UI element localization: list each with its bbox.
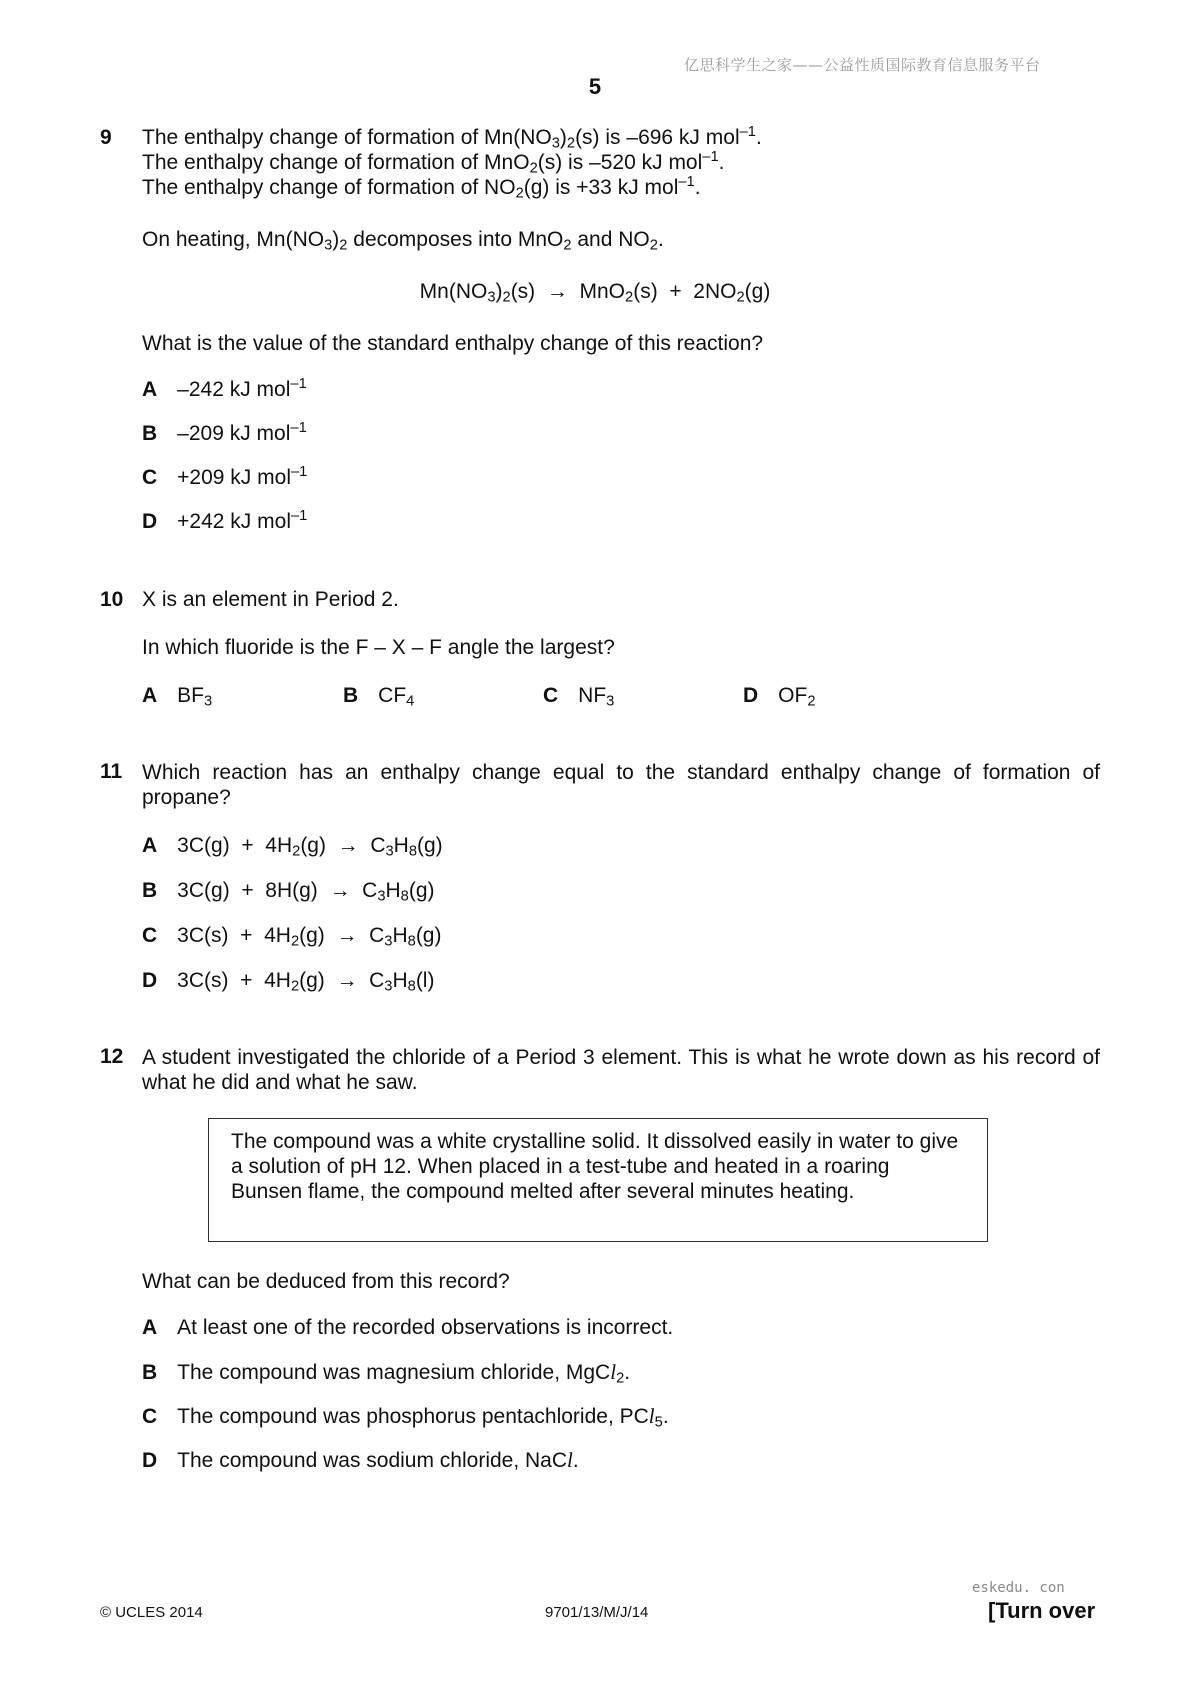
option-letter: C bbox=[543, 684, 559, 707]
q10-option-a[interactable]: A $BF_3$ bbox=[142, 684, 213, 710]
q9-option-c[interactable]: C +209 kJ mol$^{-1}$ bbox=[142, 463, 308, 489]
footer-copyright: © UCLES 2014 bbox=[100, 1604, 203, 1621]
question-number: 10 bbox=[100, 588, 124, 611]
option-letter: C bbox=[142, 466, 158, 489]
q9-heating-statement: On heating, $Mn(NO_3)_2$ decomposes into MnO$_2$ and $NO_2$. bbox=[142, 228, 664, 254]
option-letter: A bbox=[142, 378, 158, 401]
q9-option-a[interactable]: A –242 kJ mol$^{-1}$ bbox=[142, 375, 307, 401]
q12-question: What can be deduced from this record? bbox=[142, 1270, 510, 1293]
q9-statement-3: The enthalpy change of formation of $NO_2(g)$ is +33 kJ mol$^{-1}$. bbox=[142, 173, 701, 202]
q12-option-a[interactable]: A At least one of the recorded observations is incorrect. bbox=[142, 1316, 674, 1339]
q9-equation: $Mn(NO_3)_2(s) \to MnO_2(s) + 2NO_2(g)$ bbox=[419, 280, 771, 306]
watermark-text: 亿思科学生之家——公益性质国际教育信息服务平台 bbox=[684, 56, 1041, 74]
option-letter: B bbox=[343, 684, 359, 707]
option-letter: B bbox=[142, 1361, 158, 1384]
option-letter: B bbox=[142, 879, 158, 902]
option-letter: C bbox=[142, 924, 158, 947]
q12-stem: A student investigated the chloride of a Period 3 element. This is what he wrote down as his record of what he did and what he saw. bbox=[142, 1046, 1100, 1094]
q9-option-b[interactable]: B –209 kJ mol$^{-1}$ bbox=[142, 419, 307, 445]
page-number: 5 bbox=[588, 74, 602, 99]
option-letter: D bbox=[142, 969, 158, 992]
option-letter: A bbox=[142, 1316, 158, 1339]
q12-option-b[interactable]: B The compound was magnesium chloride, MgCl$_2$. bbox=[142, 1360, 631, 1387]
question-number: 11 bbox=[100, 760, 123, 783]
q12-option-d[interactable]: D The compound was sodium chloride, NaCl. bbox=[142, 1448, 579, 1472]
option-letter: D bbox=[142, 510, 158, 533]
q11-option-a[interactable]: A $3C(g) + 4H_2(g) \to C_3H_8(g)$ bbox=[142, 834, 443, 860]
q12-record-box bbox=[208, 1118, 988, 1242]
option-letter: B bbox=[142, 422, 158, 445]
q11-option-d[interactable]: D $3C(s) + 4H_2(g) \to C_3H_8(l)$ bbox=[142, 969, 435, 995]
footer-paper-code: 9701/13/M/J/14 bbox=[545, 1604, 649, 1621]
option-letter: A bbox=[142, 684, 158, 707]
question-number: 9 bbox=[100, 126, 112, 149]
q9-question: What is the value of the standard enthalpy change of this reaction? bbox=[142, 332, 764, 355]
q10-question: In which fluoride is the F – X – F angle the largest? bbox=[142, 636, 615, 659]
q10-option-b[interactable]: B $CF_4$ bbox=[343, 684, 415, 710]
q12-option-c[interactable]: C The compound was phosphorus pentachloride, PCl$_5$. bbox=[142, 1404, 669, 1431]
q12-record-text: The compound was a white crystalline solid. It dissolved easily in water to give a solution of pH 12. When placed in a test-tube and heated in a roaring Bunsen flame, the compound melted after several minutes heating. bbox=[231, 1130, 959, 1203]
question-number: 12 bbox=[100, 1045, 124, 1068]
q9-statement-1: The enthalpy change of formation of $Mn(NO_3)_2(s)$ is –696 kJ mol$^{-1}$. bbox=[142, 123, 762, 152]
turn-over-label: [Turn over bbox=[988, 1598, 1096, 1623]
q11-option-c[interactable]: C $3C(s) + 4H_2(g) \to C_3H_8(g)$ bbox=[142, 924, 442, 950]
footer-watermark: eskedu. con bbox=[972, 1580, 1065, 1596]
option-letter: D bbox=[142, 1449, 158, 1472]
q9-option-d[interactable]: D +242 kJ mol$^{-1}$ bbox=[142, 507, 308, 533]
q10-stem: X is an element in Period 2. bbox=[142, 588, 399, 611]
option-letter: C bbox=[142, 1405, 158, 1428]
option-letter: D bbox=[743, 684, 759, 707]
q10-option-c[interactable]: C $NF_3$ bbox=[543, 684, 615, 710]
option-letter: A bbox=[142, 834, 158, 857]
q9-statement-2: The enthalpy change of formation of MnO$_2$(s) is –520 kJ mol$^{-1}$. bbox=[142, 148, 725, 177]
q11-stem: Which reaction has an enthalpy change equal to the standard enthalpy change of formation of propane? bbox=[142, 761, 1100, 809]
q11-option-b[interactable]: B $3C(g) + 8H(g) \to C_3H_8(g)$ bbox=[142, 879, 435, 905]
q10-option-d[interactable]: D $OF_2$ bbox=[743, 684, 816, 710]
